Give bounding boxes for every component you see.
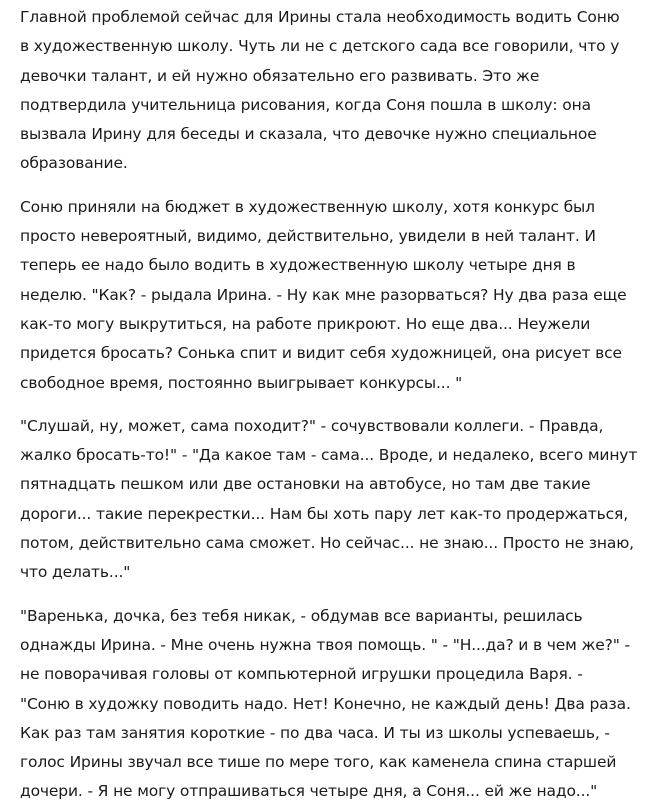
text-line: "Варенька, дочка, без тебя никак, - обдумав все варианты, решилась <box>20 606 583 625</box>
text-line: "Соню в художку поводить надо. Нет! Конечно, не каждый день! Два раза. <box>20 694 631 713</box>
text-line: что делать..." <box>20 563 131 582</box>
paragraph-3 <box>20 412 647 588</box>
text-line: девочки талант, и ей нужно обязательно его развивать. Это же <box>20 66 540 85</box>
text-line: подтвердила учительница рисования, когда Соня пошла в школу: она <box>20 95 591 114</box>
text-line: как-то могу выкрутиться, на работе прикроют. Но еще два... Неужели <box>20 314 591 333</box>
text-line: вызвала Ирину для беседы и сказала, что девочке нужно специальное <box>20 125 597 144</box>
text-line: Соню приняли на бюджет в художественную школу, хотя конкурс был <box>20 197 595 216</box>
text-line: Главной проблемой сейчас для Ирины стала необходимость водить Соню <box>20 8 620 26</box>
text-line: жалко бросать-то!" - "Да какое там - сама... Вроде, и недалеко, всего минут <box>20 446 638 465</box>
text-line: Как раз там занятия короткие - по два часа. И ты из школы успеваешь, - <box>20 723 610 742</box>
text-line: образование. <box>20 154 128 173</box>
text-line: потом, действительно сама сможет. Но сейчас... не знаю... Просто не знаю, <box>20 534 634 553</box>
paragraph-2 <box>20 193 647 398</box>
text-line: теперь ее надо было водить в художественную школу четыре дня в <box>20 256 576 275</box>
text-line: голос Ирины звучал все тише по мере того, как каменела спина старшей <box>20 753 617 772</box>
text-line: в художественную школу. Чуть ли не с детского сада все говорили, что у <box>20 37 620 56</box>
text-line: придется бросать? Сонька спит и видит себя художницей, она рисует все <box>20 344 622 363</box>
paragraph-1 <box>20 3 647 179</box>
text-line: пятнадцать пешком или две остановки на автобусе, но там две такие <box>20 475 591 494</box>
text-line: "Слушай, ну, может, сама походит?" - сочувствовали коллеги. - Правда, <box>20 416 604 435</box>
text-line: дороги... такие перекрестки... Нам бы хоть пару лет как-то продержаться, <box>20 504 628 523</box>
text-line: неделю. "Как? - рыдала Ирина. - Ну как мне разорваться? Ну два раза еще <box>20 285 627 304</box>
text-line: однажды Ирина. - Мне очень нужна твоя помощь. " - "Н...да? и в чем же?" - <box>20 635 630 654</box>
text-line: просто невероятный, видимо, действительно, увидели в ней талант. И <box>20 227 596 246</box>
paragraph-4 <box>20 602 647 807</box>
text-line: свободное время, постоянно выигрывает конкурсы... " <box>20 373 463 392</box>
text-line: не поворачивая головы от компьютерной игрушки процедила Варя. - <box>20 665 583 684</box>
text-line: дочери. - Я не могу отпрашиваться четыре дня, а Соня... ей же надо..." <box>20 782 598 801</box>
